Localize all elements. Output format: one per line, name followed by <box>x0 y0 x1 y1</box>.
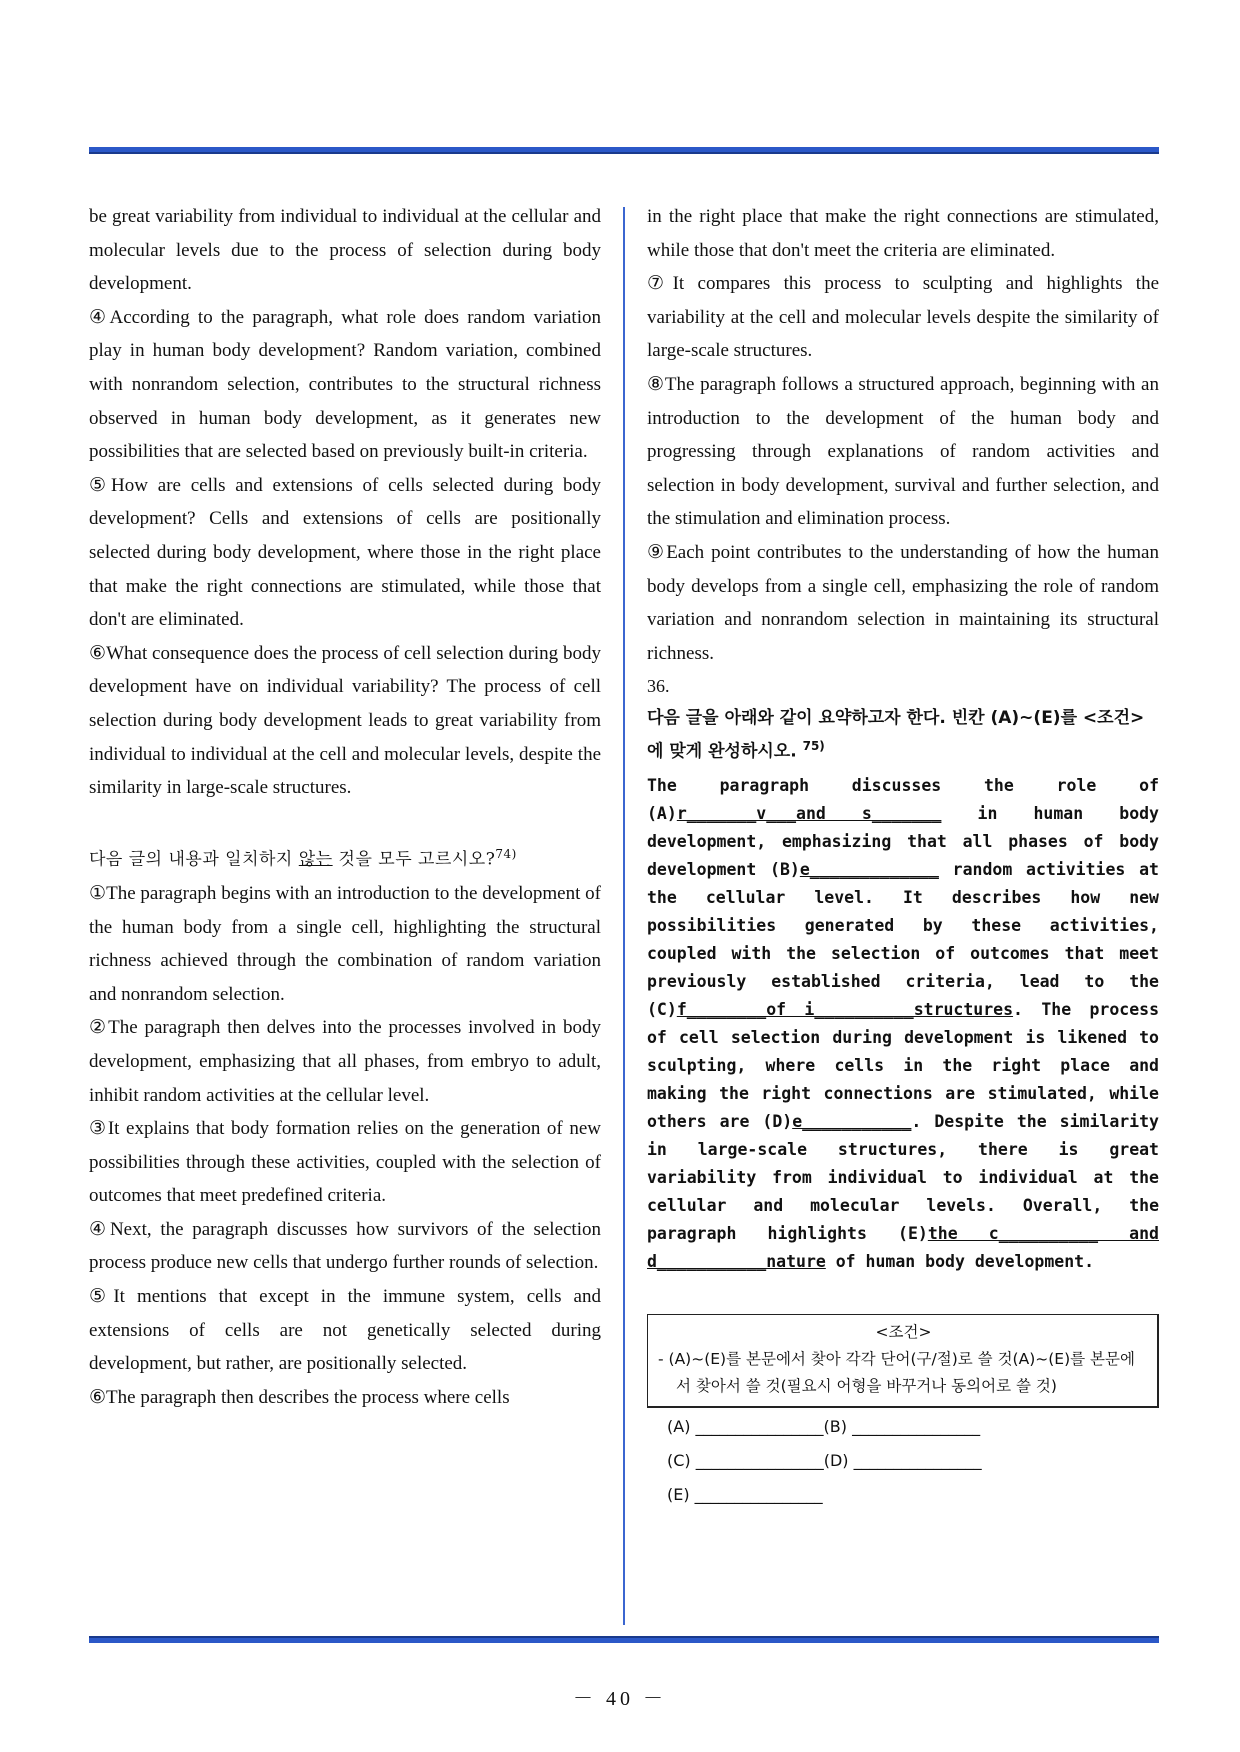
option-item: ④Next, the paragraph discusses how survivors of the selection process produce new cells that undergo further rounds of selection. <box>89 1218 601 1274</box>
option-item: ⑦It compares this process to sculpting and highlights the variability at the cell and molecular levels despite the similarity of large-scale structures. <box>647 273 1159 362</box>
option-item: in the right place that make the right connections are stimulated, while those that don't meet the criteria are eliminated. <box>647 206 1159 261</box>
summary-passage: The paragraph discusses the role of (A)r_______v___and s_______ in human body development, emphasizing that all phases of body development (B)e_____________ random activities at the cellular level. It describes how new possibilities generated by these activities, coupled with the selection of outcomes that meet previously established criteria, lead to the (C)f________of i__________structures. The process of cell selection during development is likened to sculpting, where cells in the right place and making the right connections are stimulated, while others are (D)e___________. Despite the similarity in large-scale structures, there is great variability from individual to individual at the cellular and molecular levels. Overall, the paragraph highlights (E)the c__________ and d___________nature of human body development. <box>647 775 1159 1271</box>
blank-c: f________of i__________structures <box>676 999 1014 1019</box>
option-item: ⑤It mentions that except in the immune system, cells and extensions of cells are not genetically selected during development, but rather, are positionally selected. <box>89 1286 601 1375</box>
header-rule <box>89 147 1159 154</box>
footnote-ref: 75) <box>802 738 825 753</box>
answer-line[interactable]: (A) ________________(B) ________________ <box>667 1416 981 1436</box>
question-instruction: 다음 글을 아래와 같이 요약하고자 한다. 빈칸 (A)~(E)를 <조건>에 맞게 완성하시오. $^{75)}$ <box>647 707 1145 762</box>
paragraph: ④According to the paragraph, what role does random variation play in human body development? Random variation, combined with nonrandom selection, contributes to the structural richness observed in human body development, as it generates new possibilities that are selected based on previously built-in criteria. <box>89 306 601 463</box>
blank-b: e_____________ <box>799 859 939 879</box>
left-column <box>89 200 601 1414</box>
option-item: ⑨Each point contributes to the understanding of how the human body develops from a single cell, emphasizing the role of random variation and nonrandom selection in maintaining its structural richness. <box>647 541 1159 664</box>
condition-box <box>647 1314 1159 1408</box>
option-item: ①The paragraph begins with an introduction to the development of the human body from a single cell, highlighting the structural richness achieved through the combination of random variation and nonrandom selection. <box>89 882 601 1005</box>
question-prompt: 다음 글의 내용과 일치하지 않는 것을 모두 고르시오?$^{74)}$ <box>89 846 517 870</box>
column-divider <box>623 207 625 1625</box>
blank-a: r_______v___and s_______ <box>676 803 942 823</box>
answer-lines <box>647 1410 1159 1512</box>
option-item: ②The paragraph then delves into the processes involved in body development, emphasizing that all phases, from embryo to adult, inhibit random activities at the cellular level. <box>89 1017 601 1106</box>
page-number: － 40 － <box>573 1688 667 1710</box>
option-item: ③It explains that body formation relies on the generation of new possibilities through these activities, coupled with the selection of outcomes that meet predefined criteria. <box>89 1118 601 1207</box>
paragraph: ⑥What consequence does the process of cell selection during body development have on individual variability? The process of cell selection during body development leads to great variability from individual to individual at the cell and molecular levels, despite the similarity in large-scale structures. <box>89 642 601 799</box>
blank-e: the c__________ and d___________nature <box>647 1223 1159 1271</box>
emphasis-underline: 않는 <box>298 849 333 870</box>
paragraph: ⑤How are cells and extensions of cells selected during body development? Cells and extensions of cells are positionally selected during body development, where those in the right place that make the right connections are stimulated, while those that don't are eliminated. <box>89 474 601 631</box>
option-item: ⑥The paragraph then describes the process where cells <box>89 1386 510 1408</box>
answer-line[interactable]: (E) ________________ <box>667 1484 823 1504</box>
question-number: 36. <box>647 676 670 697</box>
option-item: ⑧The paragraph follows a structured approach, beginning with an introduction to the development of the human body and progressing through explanations of random activities and selection in body development, survival and further selection, and the stimulation and elimination process. <box>647 373 1159 530</box>
blank-d: e___________ <box>792 1111 912 1131</box>
condition-text: - (A)~(E)를 본문에서 찾아 각각 단어(구/절)로 쓸 것(A)~(E)를 본문에서 찾아서 쓸 것(필요시 어형을 바꾸거나 동의어로 쓸 것) <box>658 1349 1135 1395</box>
answer-line[interactable]: (C) ________________(D) ________________ <box>667 1450 982 1470</box>
footer-rule <box>89 1636 1159 1643</box>
right-column <box>647 200 1159 1512</box>
footnote-ref: 74) <box>495 846 517 861</box>
condition-title: <조건> <box>875 1322 932 1341</box>
paragraph: be great variability from individual to individual at the cellular and molecular levels due to the process of selection during body development. <box>89 206 601 295</box>
